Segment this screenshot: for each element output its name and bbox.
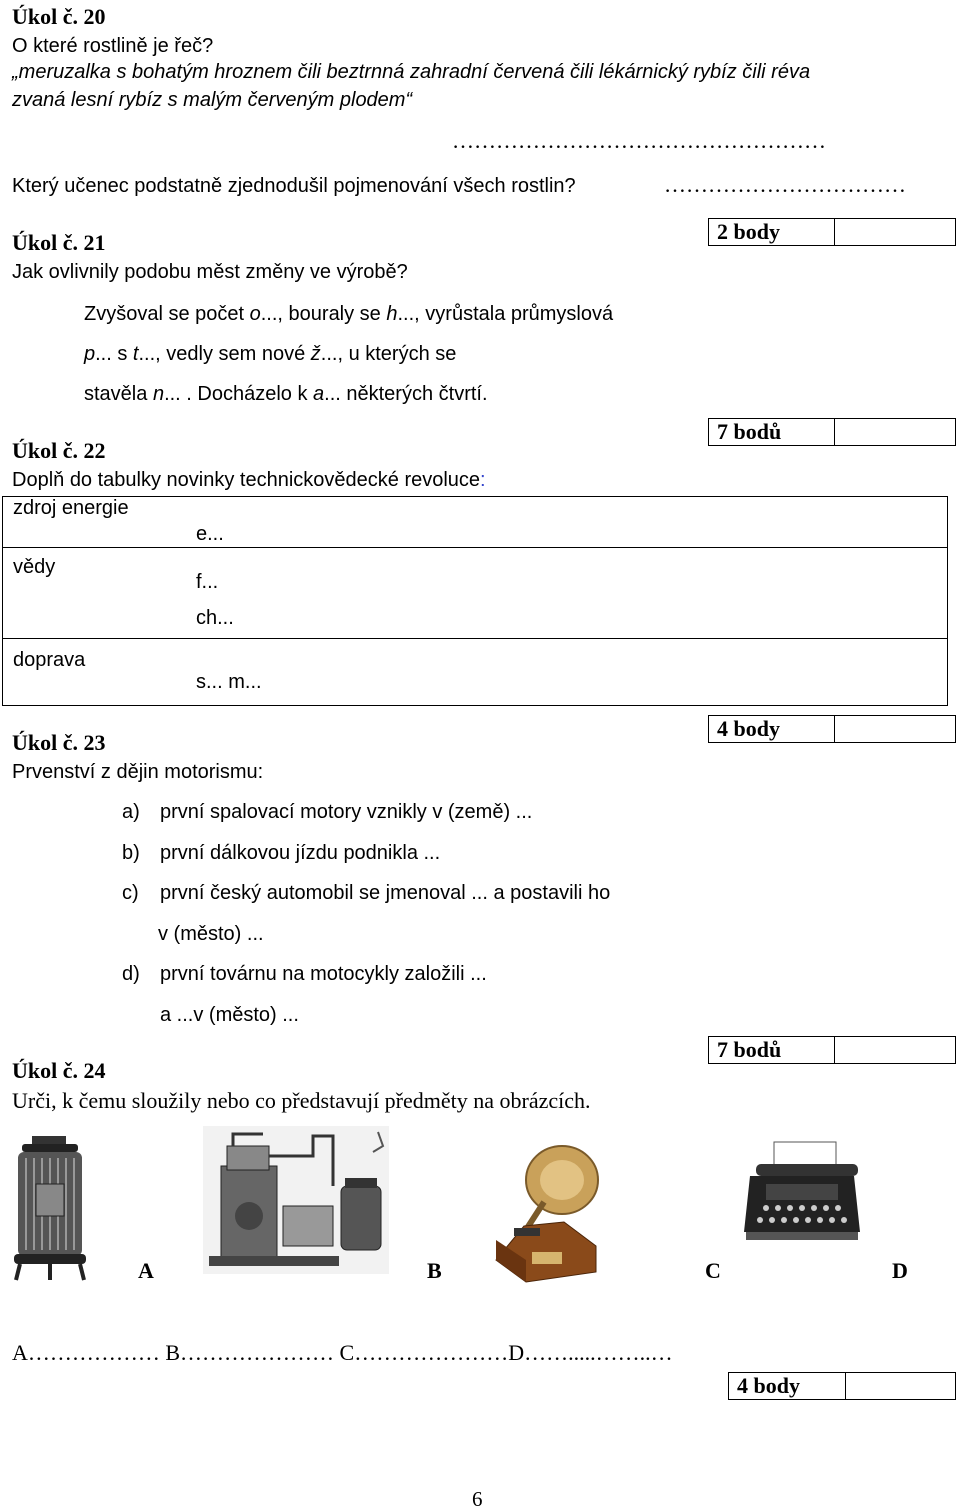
hint-letter: n xyxy=(152,383,165,405)
task-24-question: Urči, k čemu sloužily nebo co představují předměty na obrázcích. xyxy=(12,1088,591,1113)
score-label: 2 body xyxy=(709,219,835,245)
score-label: 7 bodů xyxy=(709,419,835,445)
table-row xyxy=(3,497,948,548)
list-marker: b) xyxy=(122,842,140,864)
row-label: zdroj energie xyxy=(3,497,189,548)
task-20-title: Úkol č. 20 xyxy=(12,4,106,29)
text: ..., bouraly se xyxy=(260,303,387,325)
page-number: 6 xyxy=(472,1487,483,1511)
answer-hint: s... m... xyxy=(196,671,262,693)
task-20-score-box xyxy=(708,218,956,246)
text: ..., u kterých se xyxy=(320,343,457,365)
score-field[interactable] xyxy=(835,419,955,445)
task-21-score-box xyxy=(708,418,956,446)
list-item xyxy=(160,1003,299,1027)
figure-label-b: B xyxy=(427,1258,442,1283)
task-20-quote-line1: „meruzalka s bohatým hroznem čili beztrnná zahradní červená čili lékárnický rybíz čili réva xyxy=(12,61,811,83)
score-label: 7 bodů xyxy=(709,1037,835,1063)
list-text[interactable]: v (město) ... xyxy=(158,923,264,945)
list-item xyxy=(122,962,487,986)
text: ... . Docházelo k xyxy=(164,383,314,405)
typewriter-image xyxy=(736,1128,868,1260)
text: stavěla xyxy=(84,383,153,405)
gramophone-image xyxy=(474,1140,602,1288)
task-22-score-box xyxy=(708,715,956,743)
task-23-score-box xyxy=(708,1036,956,1064)
figure-label-c: C xyxy=(705,1258,721,1283)
task-20-question: O které rostlině je řeč? xyxy=(12,35,214,57)
list-text[interactable]: první továrnu na motocykly založili ... xyxy=(160,963,487,985)
score-field[interactable] xyxy=(835,219,955,245)
task-22-title: Úkol č. 22 xyxy=(12,438,106,463)
score-label: 4 body xyxy=(709,716,835,742)
table-row xyxy=(3,548,948,639)
text: Zvyšoval se počet xyxy=(84,303,250,325)
stove-image xyxy=(10,1134,90,1282)
task-21-question: Jak ovlivnily podobu měst změny ve výrobě? xyxy=(12,261,408,283)
novelties-table xyxy=(2,496,948,706)
list-marker: a) xyxy=(122,801,140,823)
text: Doplň do tabulky novinky technickovědecké revoluce xyxy=(12,469,481,491)
task-20-answer2-line[interactable]: …………………………… xyxy=(664,172,906,197)
task-21-title: Úkol č. 21 xyxy=(12,230,106,255)
task-20-quote-line2: zvaná lesní rybíz s malým červeným plodem“ xyxy=(12,89,413,111)
answer-cell[interactable] xyxy=(188,548,948,639)
answer-hint: ch... xyxy=(196,607,234,629)
task-24-score-box xyxy=(728,1372,956,1400)
list-text[interactable]: první český automobil se jmenoval ... a postavili ho xyxy=(160,882,611,904)
task-20-question2: Který učenec podstatně zjednodušil pojmenování všech rostlin? xyxy=(12,175,576,197)
row-label: vědy xyxy=(3,548,189,639)
text: ..., vedly sem nové xyxy=(138,343,311,365)
answer-hint: e... xyxy=(196,523,224,545)
list-text[interactable]: a ...v (město) ... xyxy=(160,1004,299,1026)
list-item xyxy=(122,881,610,905)
task-21-line1 xyxy=(84,302,613,326)
answer-hint: f... xyxy=(196,571,219,593)
task-24-answer-line[interactable]: A……………… B………………… C…………………D…….....……..… xyxy=(12,1340,673,1365)
steam-engine-image xyxy=(203,1126,389,1274)
score-field[interactable] xyxy=(846,1373,955,1399)
list-text[interactable]: první dálkovou jízdu podnikla ... xyxy=(160,842,441,864)
task-23-title: Úkol č. 23 xyxy=(12,730,106,755)
task-21-line3 xyxy=(84,382,488,406)
score-field[interactable] xyxy=(835,1037,955,1063)
task-24-title: Úkol č. 24 xyxy=(12,1058,106,1083)
figure-label-d: D xyxy=(892,1258,908,1283)
answer-cell[interactable] xyxy=(188,497,948,548)
task-20-answer-line[interactable]: …………………………………………… xyxy=(452,128,826,153)
hint-letter: p xyxy=(84,343,96,365)
list-marker: c) xyxy=(122,882,139,904)
list-item xyxy=(122,800,532,824)
list-item xyxy=(158,922,264,946)
text: ..., vyrůstala průmyslová xyxy=(397,303,614,325)
hint-letter: ž xyxy=(310,343,321,365)
list-item xyxy=(122,841,440,865)
score-label: 4 body xyxy=(729,1373,846,1399)
task-21-line2 xyxy=(84,342,456,366)
answer-cell[interactable] xyxy=(188,639,948,706)
task-23-question: Prvenství z dějin motorismu: xyxy=(12,761,264,783)
figure-label-a: A xyxy=(138,1258,154,1283)
text: ... s xyxy=(95,343,133,365)
task-22-question xyxy=(12,468,486,492)
hint-letter: o xyxy=(249,303,261,325)
list-marker: d) xyxy=(122,963,140,985)
hint-letter: a xyxy=(313,383,325,405)
text: : xyxy=(480,469,486,491)
text: ... některých čtvrtí. xyxy=(324,383,488,405)
list-text[interactable]: první spalovací motory vznikly v (země) ... xyxy=(160,801,533,823)
score-field[interactable] xyxy=(835,716,955,742)
row-label: doprava xyxy=(3,639,189,706)
table-row xyxy=(3,639,948,706)
hint-letter: t xyxy=(132,343,139,365)
hint-letter: h xyxy=(386,303,398,325)
